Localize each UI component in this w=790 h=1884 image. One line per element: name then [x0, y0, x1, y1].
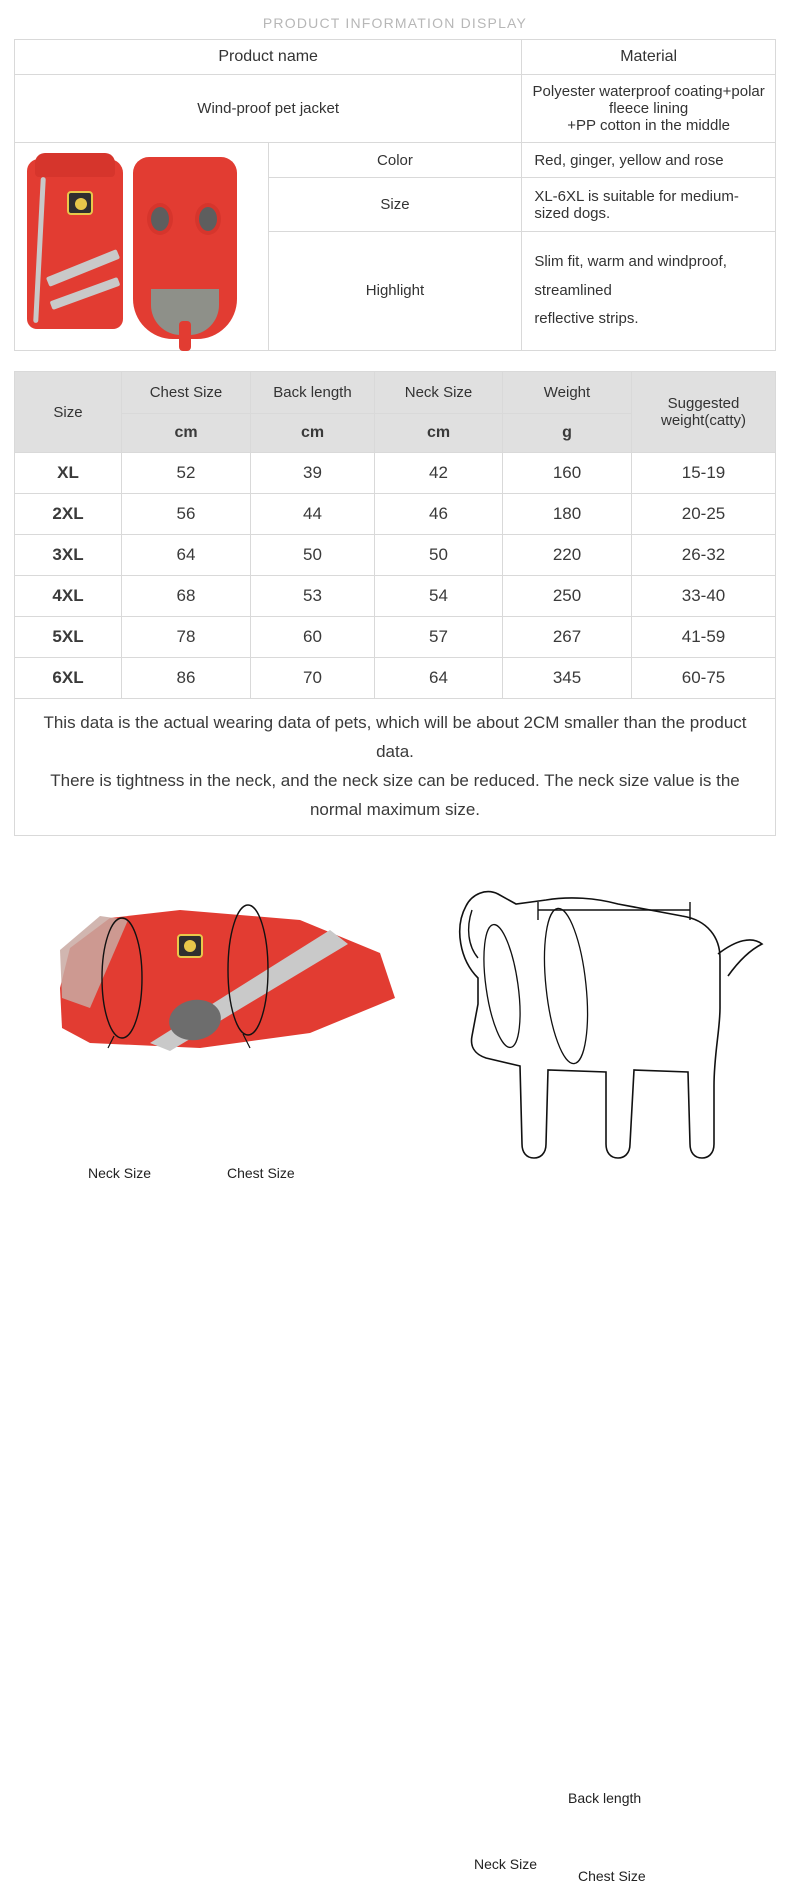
cell-neck: 54 — [375, 576, 503, 617]
cell-weight: 250 — [503, 576, 632, 617]
cell-neck: 42 — [375, 453, 503, 494]
cell-size: 2XL — [15, 494, 122, 535]
cell-chest: 78 — [122, 617, 251, 658]
row-value-highlight — [522, 231, 776, 350]
dog-measure-diagram — [420, 858, 780, 1188]
cell-back: 39 — [251, 453, 375, 494]
jacket-chest-size-label: Chest Size — [227, 1164, 295, 1181]
col-header-suggested-weight: Suggested weight(catty) — [632, 372, 776, 453]
cell-suggested: 20-25 — [632, 494, 776, 535]
note-line-2: There is tightness in the neck, and the neck size can be reduced. The neck size value is the normal maximum size. — [50, 770, 740, 819]
dog-chest-size-label: Chest Size — [578, 1867, 646, 1884]
jacket-neck-size-label: Neck Size — [88, 1164, 152, 1181]
cell-back: 50 — [251, 535, 375, 576]
logo-badge-icon — [67, 191, 93, 215]
cell-back: 70 — [251, 658, 375, 699]
col-header-neck: Neck Size — [375, 372, 503, 414]
col-header-back: Back length — [251, 372, 375, 414]
size-chart-table — [14, 371, 776, 836]
cell-back: 44 — [251, 494, 375, 535]
material-line-1: Polyester waterproof coating+polar fleece lining — [532, 83, 765, 117]
jacket-measure-diagram — [0, 858, 400, 1188]
dog-chest-ellipse — [538, 906, 594, 1065]
table-row — [15, 535, 776, 576]
product-info-table — [14, 39, 776, 351]
col-header-size: Size — [15, 372, 122, 453]
product-illustration — [15, 143, 268, 350]
cell-suggested: 33-40 — [632, 576, 776, 617]
table-row — [15, 75, 776, 143]
dog-outline-shape — [460, 891, 720, 1157]
table-row — [15, 658, 776, 699]
row-label-color: Color — [268, 143, 522, 178]
cell-neck: 46 — [375, 494, 503, 535]
unit-back: cm — [251, 414, 375, 453]
page-title: PRODUCT INFORMATION DISPLAY — [262, 15, 528, 31]
table-row — [15, 372, 776, 414]
cell-weight: 220 — [503, 535, 632, 576]
col-header-chest: Chest Size — [122, 372, 251, 414]
row-label-highlight: Highlight — [268, 231, 522, 350]
cell-weight: 160 — [503, 453, 632, 494]
product-image-cell — [15, 143, 269, 351]
dog-ear-line — [469, 910, 478, 958]
header-material: Material — [522, 40, 776, 75]
cell-suggested: 60-75 — [632, 658, 776, 699]
cell-back: 53 — [251, 576, 375, 617]
table-row — [15, 699, 776, 836]
strap-tab-icon — [179, 321, 191, 351]
dog-back-length-label: Back length — [568, 1789, 642, 1806]
product-name-value: Wind-proof pet jacket — [15, 75, 522, 143]
cell-suggested: 15-19 — [632, 453, 776, 494]
jacket-back-icon — [133, 157, 237, 339]
cell-chest: 64 — [122, 535, 251, 576]
cell-size: 6XL — [15, 658, 122, 699]
info-table-wrapper — [0, 39, 790, 351]
note-line-1: This data is the actual wearing data of pets, which will be about 2CM smaller than the product data. — [43, 713, 747, 761]
unit-chest: cm — [122, 414, 251, 453]
cell-chest: 52 — [122, 453, 251, 494]
cell-suggested: 26-32 — [632, 535, 776, 576]
cell-size: 4XL — [15, 576, 122, 617]
material-line-2: +PP cotton in the middle — [567, 117, 731, 134]
cell-size: XL — [15, 453, 122, 494]
cell-chest: 86 — [122, 658, 251, 699]
cell-suggested: 41-59 — [632, 617, 776, 658]
cell-back: 60 — [251, 617, 375, 658]
table-row — [15, 143, 776, 178]
leg-hole-icon — [195, 203, 221, 235]
size-table-note — [15, 699, 776, 836]
cell-weight: 180 — [503, 494, 632, 535]
size-table-wrapper — [0, 351, 790, 836]
measurement-diagrams — [0, 858, 790, 1884]
dog-neck-ellipse — [478, 922, 527, 1049]
table-row — [15, 453, 776, 494]
header-product-name: Product name — [15, 40, 522, 75]
cell-size: 5XL — [15, 617, 122, 658]
dog-tail-shape — [718, 939, 762, 975]
col-header-weight: Weight — [503, 372, 632, 414]
cell-size: 3XL — [15, 535, 122, 576]
logo-badge-dot-icon — [184, 940, 196, 952]
table-row — [15, 494, 776, 535]
jacket-front-icon — [27, 159, 123, 329]
cell-chest: 68 — [122, 576, 251, 617]
dog-neck-size-label: Neck Size — [474, 1855, 538, 1872]
table-row — [15, 576, 776, 617]
unit-weight: g — [503, 414, 632, 453]
material-value — [522, 75, 776, 143]
cell-weight: 345 — [503, 658, 632, 699]
unit-neck: cm — [375, 414, 503, 453]
row-value-color: Red, ginger, yellow and rose — [522, 143, 776, 178]
cell-neck: 57 — [375, 617, 503, 658]
table-row — [15, 40, 776, 75]
row-value-size: XL-6XL is suitable for medium-sized dogs. — [522, 178, 776, 231]
leg-hole-icon — [147, 203, 173, 235]
highlight-line-1: Slim fit, warm and windproof, streamlined — [534, 253, 727, 299]
cell-neck: 64 — [375, 658, 503, 699]
zipper-icon — [33, 177, 46, 323]
cell-weight: 267 — [503, 617, 632, 658]
highlight-line-2: reflective strips. — [534, 310, 639, 328]
table-row — [15, 617, 776, 658]
cell-chest: 56 — [122, 494, 251, 535]
cell-neck: 50 — [375, 535, 503, 576]
row-label-size: Size — [268, 178, 522, 231]
